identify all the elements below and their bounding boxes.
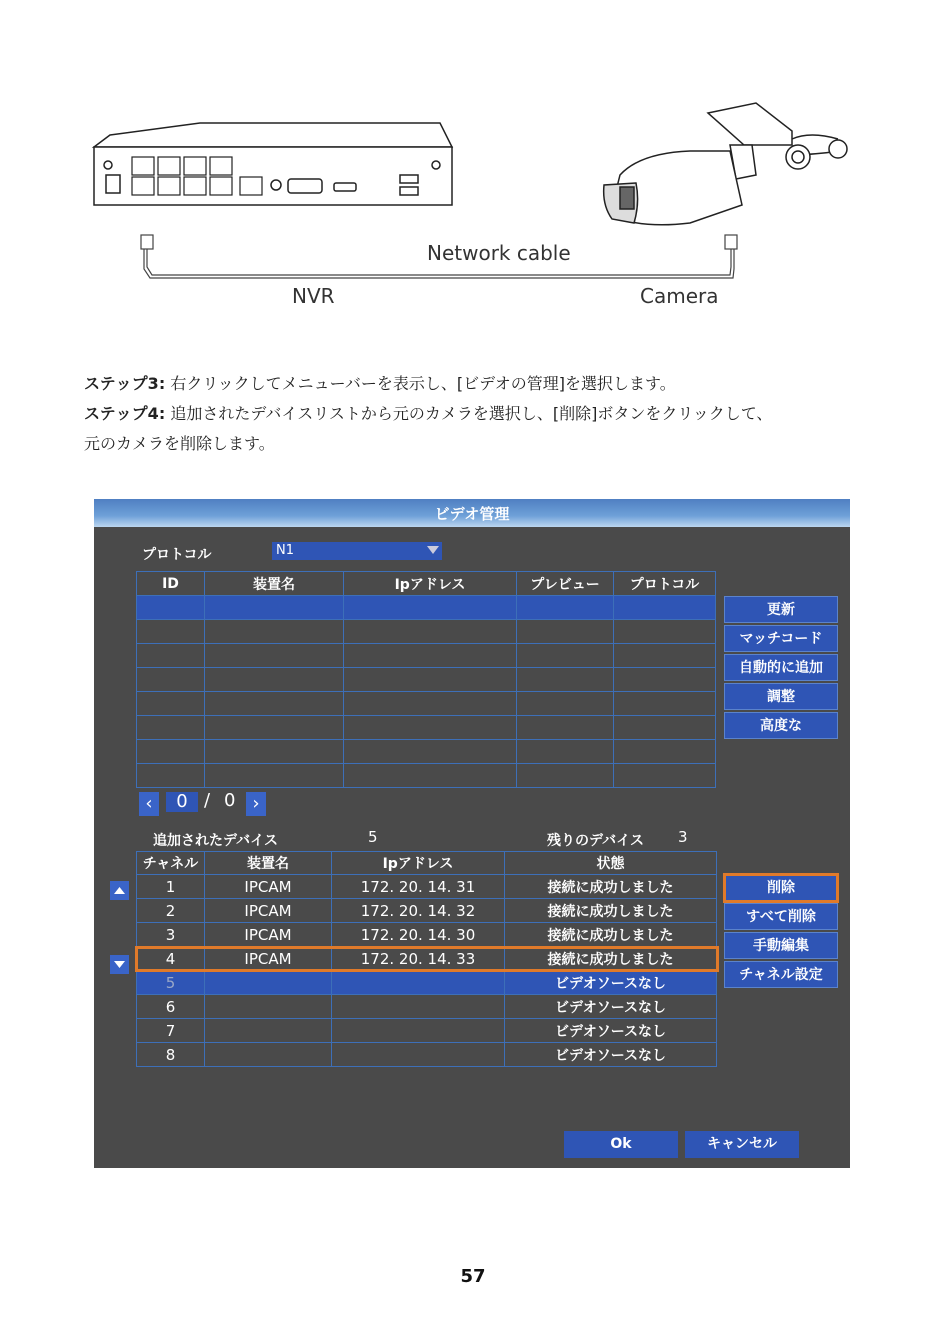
next-page-button[interactable] xyxy=(246,792,266,816)
table-row[interactable] xyxy=(137,1043,717,1067)
table-row[interactable] xyxy=(137,692,716,716)
cell-status: ビデオソースなし xyxy=(505,1043,717,1067)
cell-channel: 1 xyxy=(137,875,205,899)
table-row[interactable] xyxy=(137,971,717,995)
cell-channel: 5 xyxy=(137,971,205,995)
cancel-button[interactable]: キャンセル xyxy=(685,1131,799,1158)
prev-page-button[interactable] xyxy=(139,792,159,816)
cell-channel: 2 xyxy=(137,899,205,923)
triangle-down-icon xyxy=(110,955,129,974)
step-3-head: ステップ3: xyxy=(84,374,166,393)
step-3-text: 右クリックしてメニューバーを表示し、[ビデオの管理]を選択します。 xyxy=(170,374,676,393)
nvr-device-icon xyxy=(94,123,452,205)
table-row[interactable] xyxy=(137,596,716,620)
page-current-input[interactable]: 0 xyxy=(166,792,198,812)
cell-channel: 4 xyxy=(137,947,205,971)
cell-ip xyxy=(332,1019,505,1043)
protocol-label: プロトコル xyxy=(142,547,212,563)
delete-button[interactable]: 削除 xyxy=(724,874,838,901)
remaining-devices-label: 残りのデバイス xyxy=(547,833,645,849)
nvr-label: NVR xyxy=(292,284,335,308)
step-4-head: ステップ4: xyxy=(84,404,166,423)
step-4-continued xyxy=(84,429,275,459)
search-device-table xyxy=(136,571,716,788)
step-4-text: 追加されたデバイスリストから元のカメラを選択し、[削除]ボタンをクリックして、 xyxy=(170,404,773,423)
col-ip: Ipアドレス xyxy=(332,852,505,875)
video-management-dialog xyxy=(94,499,850,1168)
cell-channel: 7 xyxy=(137,1019,205,1043)
cell-ip xyxy=(332,971,505,995)
scroll-down-button[interactable] xyxy=(110,955,129,974)
adjust-button[interactable]: 調整 xyxy=(724,683,838,710)
delete-button-highlight xyxy=(723,873,839,903)
page-total: 0 xyxy=(224,790,236,811)
advanced-button[interactable]: 高度な xyxy=(724,712,838,739)
table-row[interactable] xyxy=(137,764,716,788)
table-row[interactable] xyxy=(137,875,717,899)
dialog-title: ビデオ管理 xyxy=(94,499,850,527)
cell-device-name: IPCAM xyxy=(205,899,332,923)
dropdown-arrow-icon xyxy=(427,546,439,554)
triangle-up-icon xyxy=(110,881,129,900)
cell-device-name: IPCAM xyxy=(205,875,332,899)
cell-status: ビデオソースなし xyxy=(505,971,717,995)
cell-status: ビデオソースなし xyxy=(505,1019,717,1043)
cell-ip: 172. 20. 14. 31 xyxy=(332,875,505,899)
cell-device-name xyxy=(205,1019,332,1043)
cell-device-name xyxy=(205,995,332,1019)
cell-status: ビデオソースなし xyxy=(505,995,717,1019)
cell-ip xyxy=(332,1043,505,1067)
table-row[interactable] xyxy=(137,923,717,947)
cell-status: 接続に成功しました xyxy=(505,923,717,947)
match-code-button[interactable]: マッチコード xyxy=(724,625,838,652)
step-3 xyxy=(84,369,676,399)
table-row[interactable] xyxy=(137,716,716,740)
delete-all-button[interactable]: すべて削除 xyxy=(724,903,838,930)
table-row[interactable] xyxy=(137,620,716,644)
step-4 xyxy=(84,399,772,429)
col-preview: プレビュー xyxy=(517,572,614,596)
channel-settings-button[interactable]: チャネル設定 xyxy=(724,961,838,988)
network-cable-label: Network cable xyxy=(427,241,571,265)
selected-row-highlight xyxy=(135,946,719,972)
col-device-name: 装置名 xyxy=(205,572,344,596)
col-device-name: 装置名 xyxy=(205,852,332,875)
chevron-right-icon: › xyxy=(252,793,260,814)
auto-add-button[interactable]: 自動的に追加 xyxy=(724,654,838,681)
col-channel: チャネル xyxy=(137,852,205,875)
remaining-devices-count: 3 xyxy=(678,828,688,846)
table-row[interactable] xyxy=(137,668,716,692)
cell-channel: 6 xyxy=(137,995,205,1019)
cell-device-name xyxy=(205,1043,332,1067)
camera-device-icon xyxy=(604,103,847,225)
cell-ip: 172. 20. 14. 30 xyxy=(332,923,505,947)
cell-channel: 3 xyxy=(137,923,205,947)
page-number: 57 xyxy=(460,1266,486,1287)
protocol-select[interactable] xyxy=(272,542,442,560)
added-devices-label: 追加されたデバイス xyxy=(153,833,279,849)
table-row[interactable] xyxy=(137,644,716,668)
cell-status: 接続に成功しました xyxy=(505,947,717,971)
cell-device-name xyxy=(205,971,332,995)
cell-device-name: IPCAM xyxy=(205,923,332,947)
step-4-text-cont: 元のカメラを削除します。 xyxy=(84,434,275,453)
table-row[interactable] xyxy=(137,899,717,923)
protocol-select-value: N1 xyxy=(276,543,294,558)
table-row[interactable] xyxy=(137,995,717,1019)
col-ip: Ipアドレス xyxy=(344,572,517,596)
table-row[interactable] xyxy=(137,1019,717,1043)
cell-channel: 8 xyxy=(137,1043,205,1067)
ok-button[interactable]: Ok xyxy=(564,1131,678,1158)
cell-ip: 172. 20. 14. 32 xyxy=(332,899,505,923)
manual-edit-button[interactable]: 手動編集 xyxy=(724,932,838,959)
refresh-button[interactable]: 更新 xyxy=(724,596,838,623)
col-id: ID xyxy=(137,572,205,596)
table-row[interactable] xyxy=(137,740,716,764)
cell-status: 接続に成功しました xyxy=(505,875,717,899)
scroll-up-button[interactable] xyxy=(110,881,129,900)
cell-device-name: IPCAM xyxy=(205,947,332,971)
cell-status: 接続に成功しました xyxy=(505,899,717,923)
col-protocol: プロトコル xyxy=(614,572,716,596)
col-status: 状態 xyxy=(505,852,717,875)
page-separator: / xyxy=(204,790,211,811)
chevron-left-icon: ‹ xyxy=(145,793,153,814)
cell-ip: 172. 20. 14. 33 xyxy=(332,947,505,971)
camera-label: Camera xyxy=(640,284,719,308)
connection-illustration xyxy=(80,95,870,320)
added-devices-count: 5 xyxy=(368,828,378,846)
cell-ip xyxy=(332,995,505,1019)
